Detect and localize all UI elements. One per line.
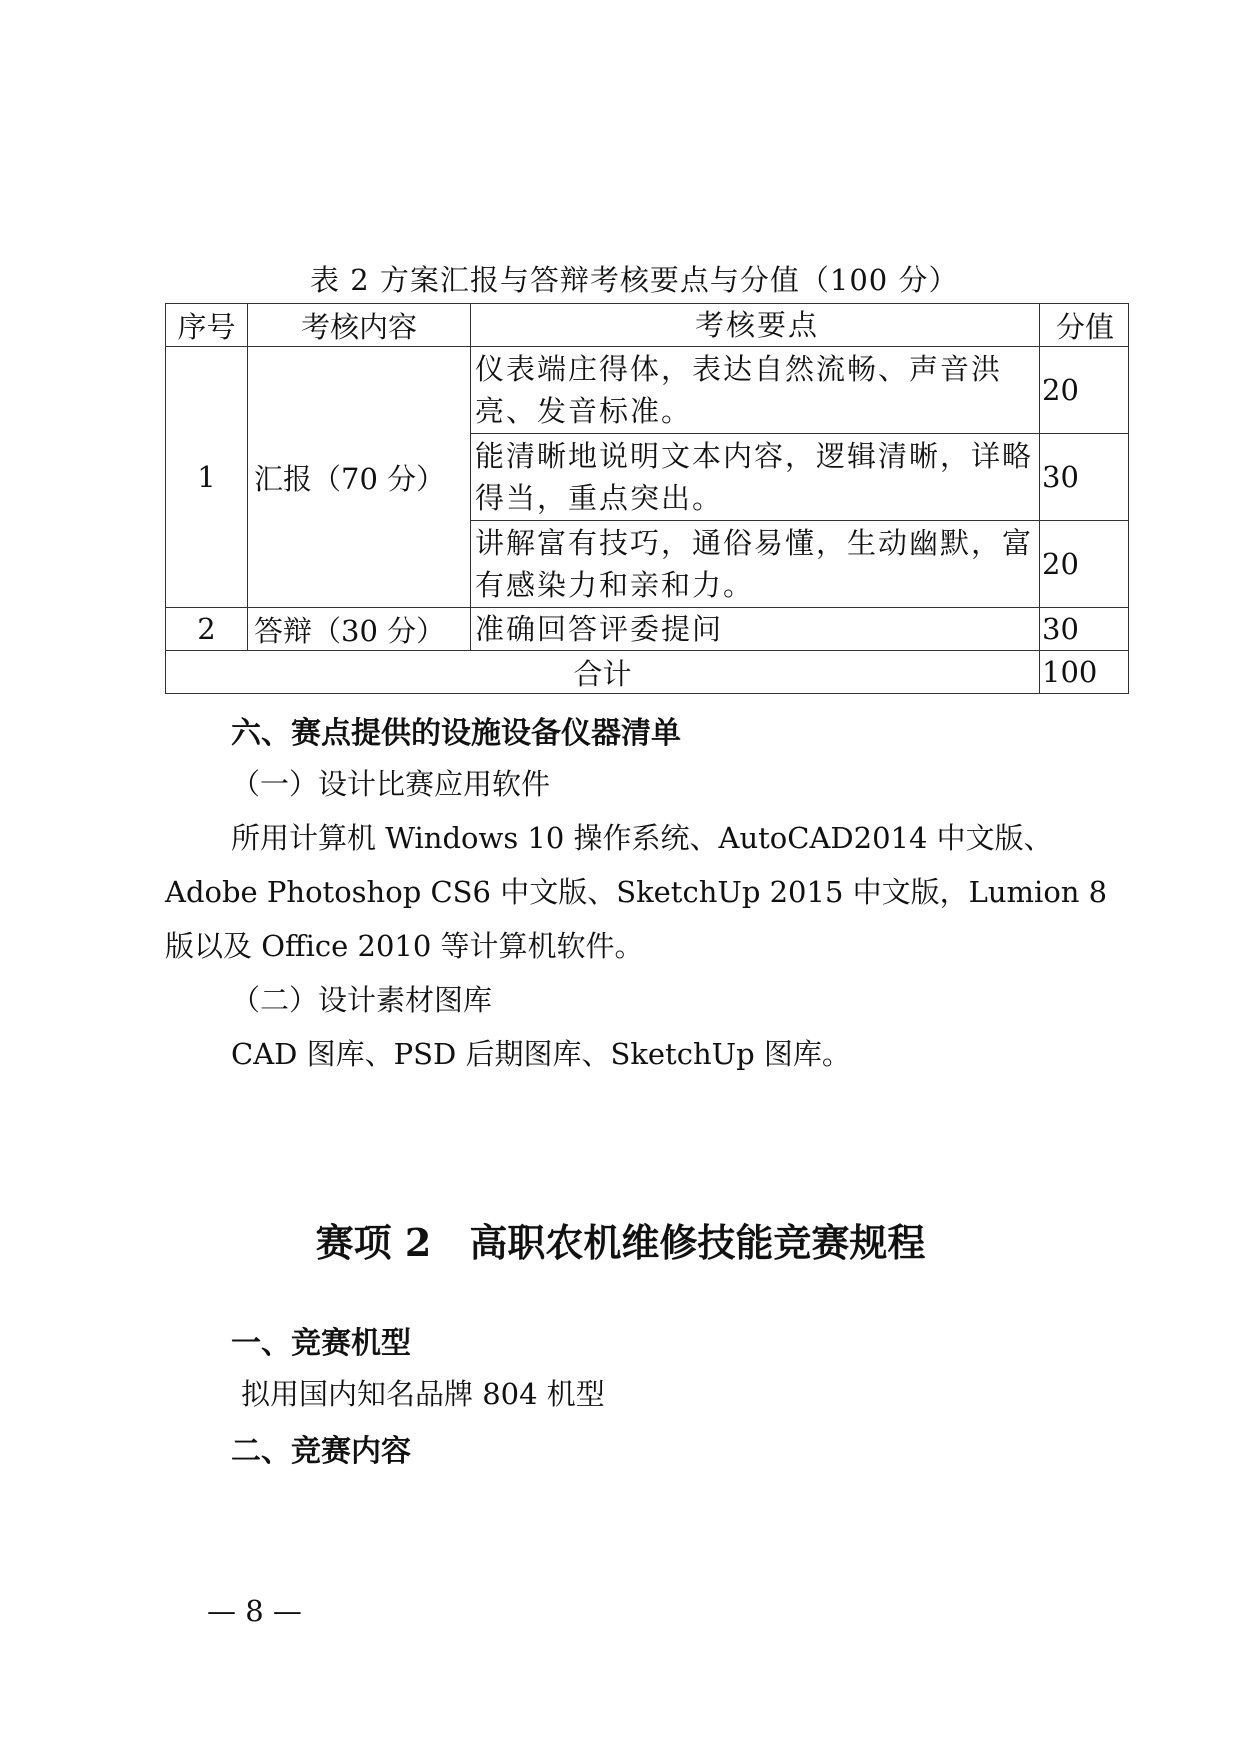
row-score: 20 bbox=[1040, 347, 1129, 434]
section-heading: 二、竞赛内容 bbox=[231, 1434, 411, 1469]
subsection-heading: （一）设计比赛应用软件 bbox=[231, 767, 551, 801]
paragraph: 拟用国内知名品牌 804 机型 bbox=[241, 1377, 605, 1411]
table-row bbox=[166, 347, 1129, 434]
header-points: 考核要点 bbox=[471, 304, 1040, 347]
row-no: 2 bbox=[166, 608, 248, 651]
table-row bbox=[166, 608, 1129, 651]
row-point: 准确回答评委提问 bbox=[471, 608, 1040, 651]
paragraph-line: 版以及 Office 2010 等计算机软件。 bbox=[165, 929, 644, 963]
row-score: 30 bbox=[1040, 608, 1129, 651]
table-total-row bbox=[166, 651, 1129, 694]
section-heading: 六、赛点提供的设施设备仪器清单 bbox=[231, 716, 681, 751]
table-caption: 表 2 方案汇报与答辩考核要点与分值（100 分） bbox=[310, 263, 959, 297]
section-heading: 一、竞赛机型 bbox=[231, 1326, 411, 1361]
row-point: 仪表端庄得体，表达自然流畅、声音洪亮、发音标准。 bbox=[471, 347, 1040, 434]
header-content: 考核内容 bbox=[248, 304, 471, 347]
header-no: 序号 bbox=[166, 304, 248, 347]
paragraph: CAD 图库、PSD 后期图库、SketchUp 图库。 bbox=[231, 1037, 851, 1071]
page-number: — 8 — bbox=[207, 1594, 302, 1628]
row-item: 答辩（30 分） bbox=[248, 608, 471, 651]
event-title: 赛项 2 高职农机维修技能竞赛规程 bbox=[315, 1220, 926, 1265]
row-point: 能清晰地说明文本内容，逻辑清晰，详略得当，重点突出。 bbox=[471, 434, 1040, 521]
paragraph-line: 所用计算机 Windows 10 操作系统、AutoCAD2014 中文版、 bbox=[231, 821, 1053, 855]
header-score: 分值 bbox=[1040, 304, 1129, 347]
row-item: 汇报（70 分） bbox=[248, 347, 471, 608]
total-label: 合计 bbox=[166, 651, 1040, 694]
paragraph-line: Adobe Photoshop CS6 中文版、SketchUp 2015 中文版，Lumion 8 bbox=[165, 875, 1108, 909]
subsection-heading: （二）设计素材图库 bbox=[231, 983, 493, 1017]
row-point: 讲解富有技巧，通俗易懂，生动幽默，富有感染力和亲和力。 bbox=[471, 521, 1040, 608]
row-score: 30 bbox=[1040, 434, 1129, 521]
assessment-table bbox=[165, 303, 1129, 694]
table-header-row bbox=[166, 304, 1129, 347]
row-no: 1 bbox=[166, 347, 248, 608]
row-score: 20 bbox=[1040, 521, 1129, 608]
total-score: 100 bbox=[1040, 651, 1129, 694]
